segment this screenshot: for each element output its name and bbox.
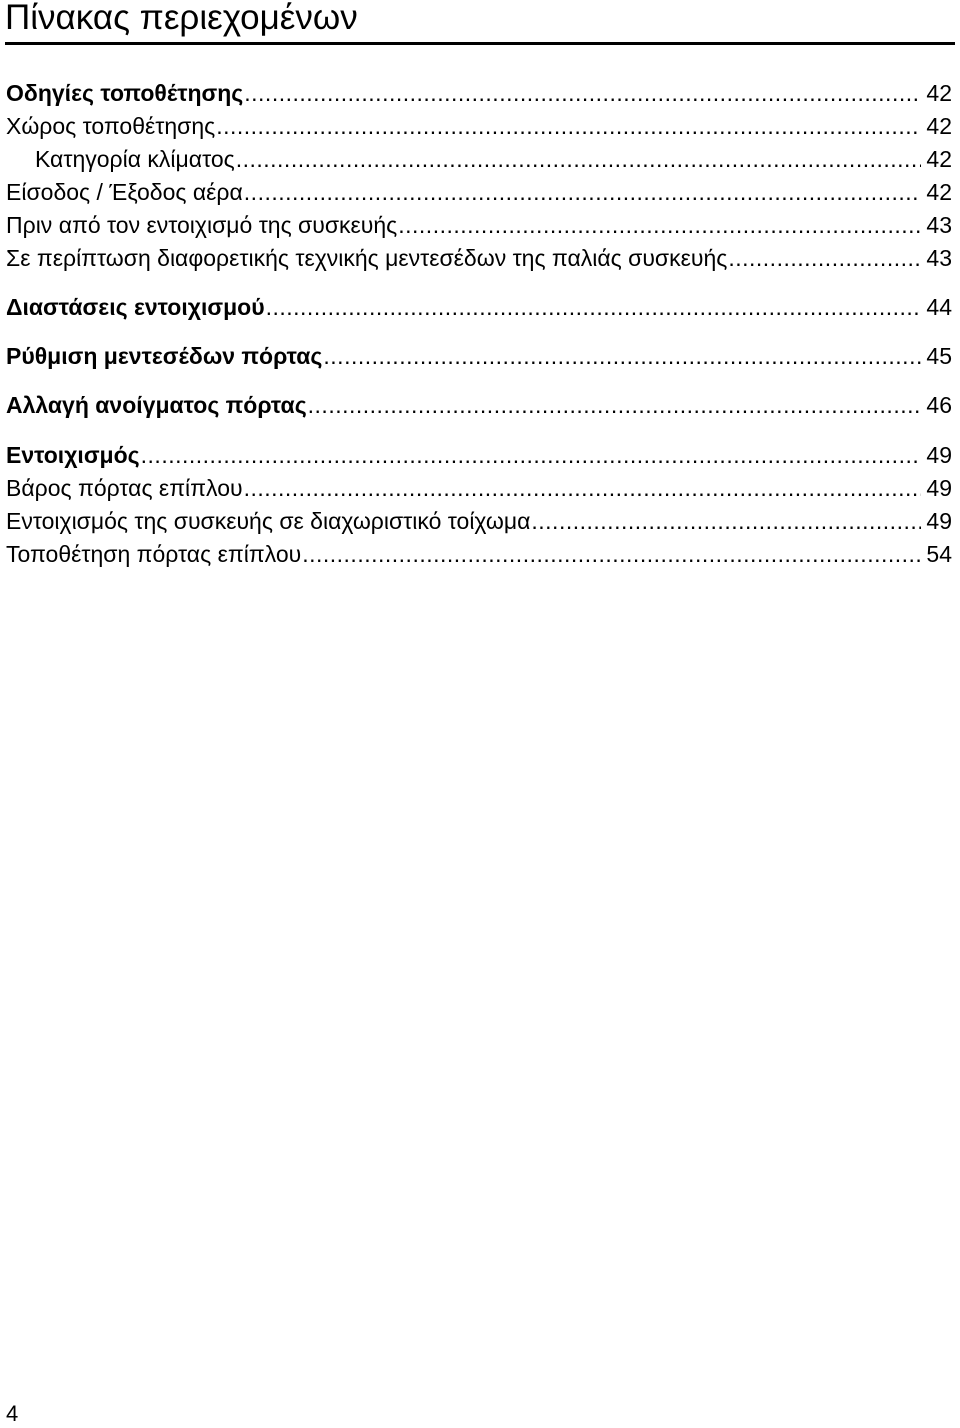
page-title: Πίνακας περιεχομένων xyxy=(5,0,358,37)
toc-entry-title: Σε περίπτωση διαφορετικής τεχνικής μεντεσέδων της παλιάς συσκευής xyxy=(6,245,728,271)
dot-leader xyxy=(728,243,921,273)
toc-entry-page: 49 xyxy=(926,475,952,501)
dot-leader xyxy=(216,111,921,141)
toc-entry[interactable] xyxy=(6,473,952,503)
toc-entry-page: 43 xyxy=(926,245,952,271)
toc-entry[interactable] xyxy=(6,111,952,141)
toc-entry-page: 54 xyxy=(926,541,952,567)
toc-entry[interactable] xyxy=(6,177,952,207)
toc-entry-page: 49 xyxy=(926,442,952,468)
toc-entry-title: Πριν από τον εντοιχισμό της συσκευής xyxy=(6,212,398,238)
toc-entry-title: Τοποθέτηση πόρτας επίπλου xyxy=(6,541,302,567)
dot-leader xyxy=(302,539,921,569)
toc-entry-title: Κατηγορία κλίματος xyxy=(35,146,235,172)
toc-entry-page: 45 xyxy=(926,343,952,369)
dot-leader xyxy=(244,177,922,207)
toc-entry-page: 42 xyxy=(926,113,952,139)
toc-entry-title: Είσοδος / Έξοδος αέρα xyxy=(6,179,243,205)
dot-leader xyxy=(308,390,922,420)
toc-entry[interactable] xyxy=(6,539,952,569)
dot-leader xyxy=(244,78,921,108)
dot-leader xyxy=(236,144,922,174)
toc-entry[interactable] xyxy=(6,440,952,470)
toc-entry-title: Οδηγίες τοποθέτησης xyxy=(6,80,244,106)
toc-entry-page: 46 xyxy=(926,392,952,418)
toc-entry-title: Εντοιχισμός της συσκευής σε διαχωριστικό τοίχωμα xyxy=(6,508,531,534)
toc-entry-title: Αλλαγή ανοίγματος πόρτας xyxy=(6,392,307,418)
dot-leader xyxy=(531,506,921,536)
toc-entry-title: Ρύθμιση μεντεσέδων πόρτας xyxy=(6,343,323,369)
toc-entry[interactable] xyxy=(6,506,952,536)
toc-entry-page: 42 xyxy=(926,80,952,106)
toc-entry[interactable] xyxy=(6,390,952,420)
toc-entry-title: Διαστάσεις εντοιχισμού xyxy=(6,294,265,320)
toc-entry-title: Χώρος τοποθέτησης xyxy=(6,113,216,139)
toc-entry[interactable] xyxy=(6,78,952,108)
dot-leader xyxy=(398,210,921,240)
toc-entry-title: Εντοιχισμός xyxy=(6,442,140,468)
toc-entry-page: 44 xyxy=(926,294,952,320)
toc-entry-title: Βάρος πόρτας επίπλου xyxy=(6,475,243,501)
toc-entry[interactable] xyxy=(6,292,952,322)
toc-entry-page: 42 xyxy=(926,146,952,172)
page-number: 4 xyxy=(6,1401,19,1426)
dot-leader xyxy=(266,292,922,322)
toc-entry-page: 42 xyxy=(926,179,952,205)
dot-leader xyxy=(141,440,922,470)
toc-entry[interactable] xyxy=(6,144,952,174)
toc-entry-page: 49 xyxy=(926,508,952,534)
toc-entry[interactable] xyxy=(6,210,952,240)
dot-leader xyxy=(323,341,921,371)
dot-leader xyxy=(244,473,922,503)
title-divider xyxy=(5,42,955,45)
toc-entry[interactable] xyxy=(6,243,952,273)
toc-entry[interactable] xyxy=(6,341,952,371)
toc-entry-page: 43 xyxy=(926,212,952,238)
